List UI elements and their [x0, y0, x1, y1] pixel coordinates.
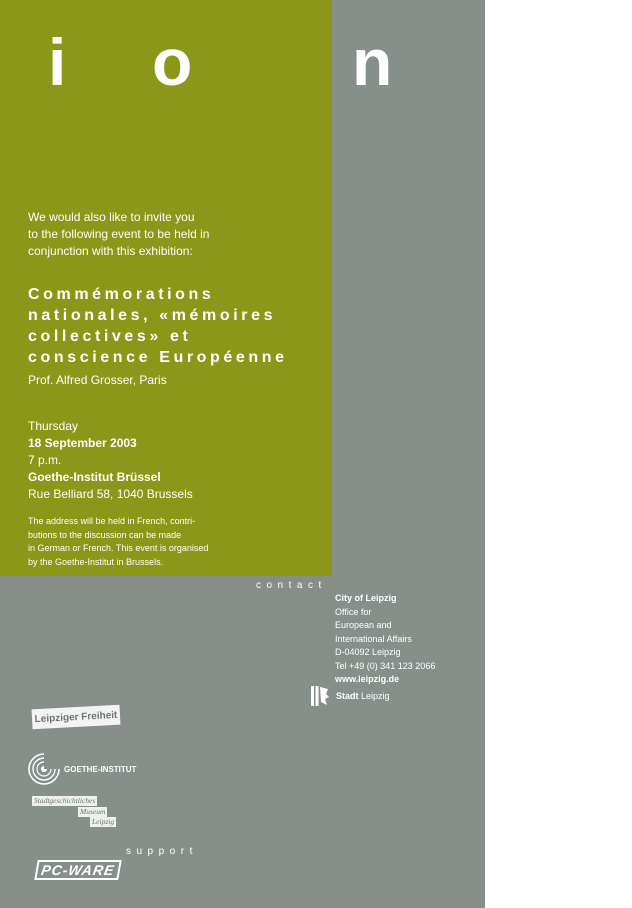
contact-line: European and	[335, 620, 392, 630]
speaker: Prof. Alfred Grosser, Paris	[28, 373, 167, 387]
event-title	[28, 284, 328, 368]
invitation-intro	[28, 209, 318, 260]
leipzig-crest-icon	[310, 685, 330, 707]
note-line: The address will be held in French, contri-	[28, 516, 196, 526]
event-venue: Goethe-Institut Brüssel	[28, 470, 161, 484]
museum-logo-line: Museum	[80, 807, 106, 816]
contact-label: contact	[256, 580, 327, 591]
museum-logo-line: Stadtgeschichtliches	[34, 796, 96, 805]
intro-line: to the following event to be held in	[28, 227, 210, 241]
header-letter-i: i	[48, 25, 67, 99]
title-line: conscience Européenne	[28, 349, 288, 366]
event-day: Thursday	[28, 419, 79, 433]
goethe-institut-label: GOETHE-INSTITUT	[64, 764, 137, 774]
contact-line: International Affairs	[335, 633, 412, 644]
contact-line: D-04092 Leipzig	[335, 647, 401, 657]
header-letter-n: n	[352, 25, 393, 99]
intro-line: We would also like to invite you	[28, 210, 195, 224]
event-date: 18 September 2003	[28, 436, 137, 450]
goethe-institut-icon	[28, 753, 60, 785]
event-address: Rue Belliard 58, 1040 Brussels	[28, 487, 193, 501]
goethe-institut-logo	[28, 752, 136, 786]
city-logo-name: Stadt	[336, 691, 359, 701]
intro-line: conjunction with this exhibition:	[28, 244, 193, 258]
museum-logo	[32, 796, 138, 828]
contact-block	[335, 592, 435, 687]
pc-ware-logo: PC-WARE	[34, 860, 122, 880]
contact-line: Office for	[335, 606, 372, 617]
title-line: collectives» et	[28, 328, 192, 345]
event-details	[28, 418, 193, 503]
event-note	[28, 515, 318, 569]
note-line: butions to the discussion can be made	[28, 529, 182, 540]
note-line: in German or French. This event is organised	[28, 543, 209, 553]
contact-org: City of Leipzig	[335, 593, 397, 603]
event-time: 7 p.m.	[28, 453, 62, 467]
leipziger-freiheit-logo: Leipziger Freiheit	[32, 705, 121, 730]
header-letter-o: o	[152, 25, 193, 99]
city-logo-name2: Leipzig	[361, 691, 390, 701]
contact-line: Tel +49 (0) 341 123 2066	[335, 660, 436, 671]
museum-logo-line: Leipzig	[92, 817, 115, 826]
support-label: support	[126, 846, 198, 857]
title-line: Commémorations	[28, 286, 215, 303]
city-of-leipzig-logo	[310, 685, 390, 707]
contact-website[interactable]: www.leipzig.de	[335, 674, 400, 684]
title-line: nationales, «mémoires	[28, 307, 277, 324]
olive-panel	[0, 0, 332, 576]
note-line: by the Goethe-Institut in Brussels.	[28, 556, 164, 567]
